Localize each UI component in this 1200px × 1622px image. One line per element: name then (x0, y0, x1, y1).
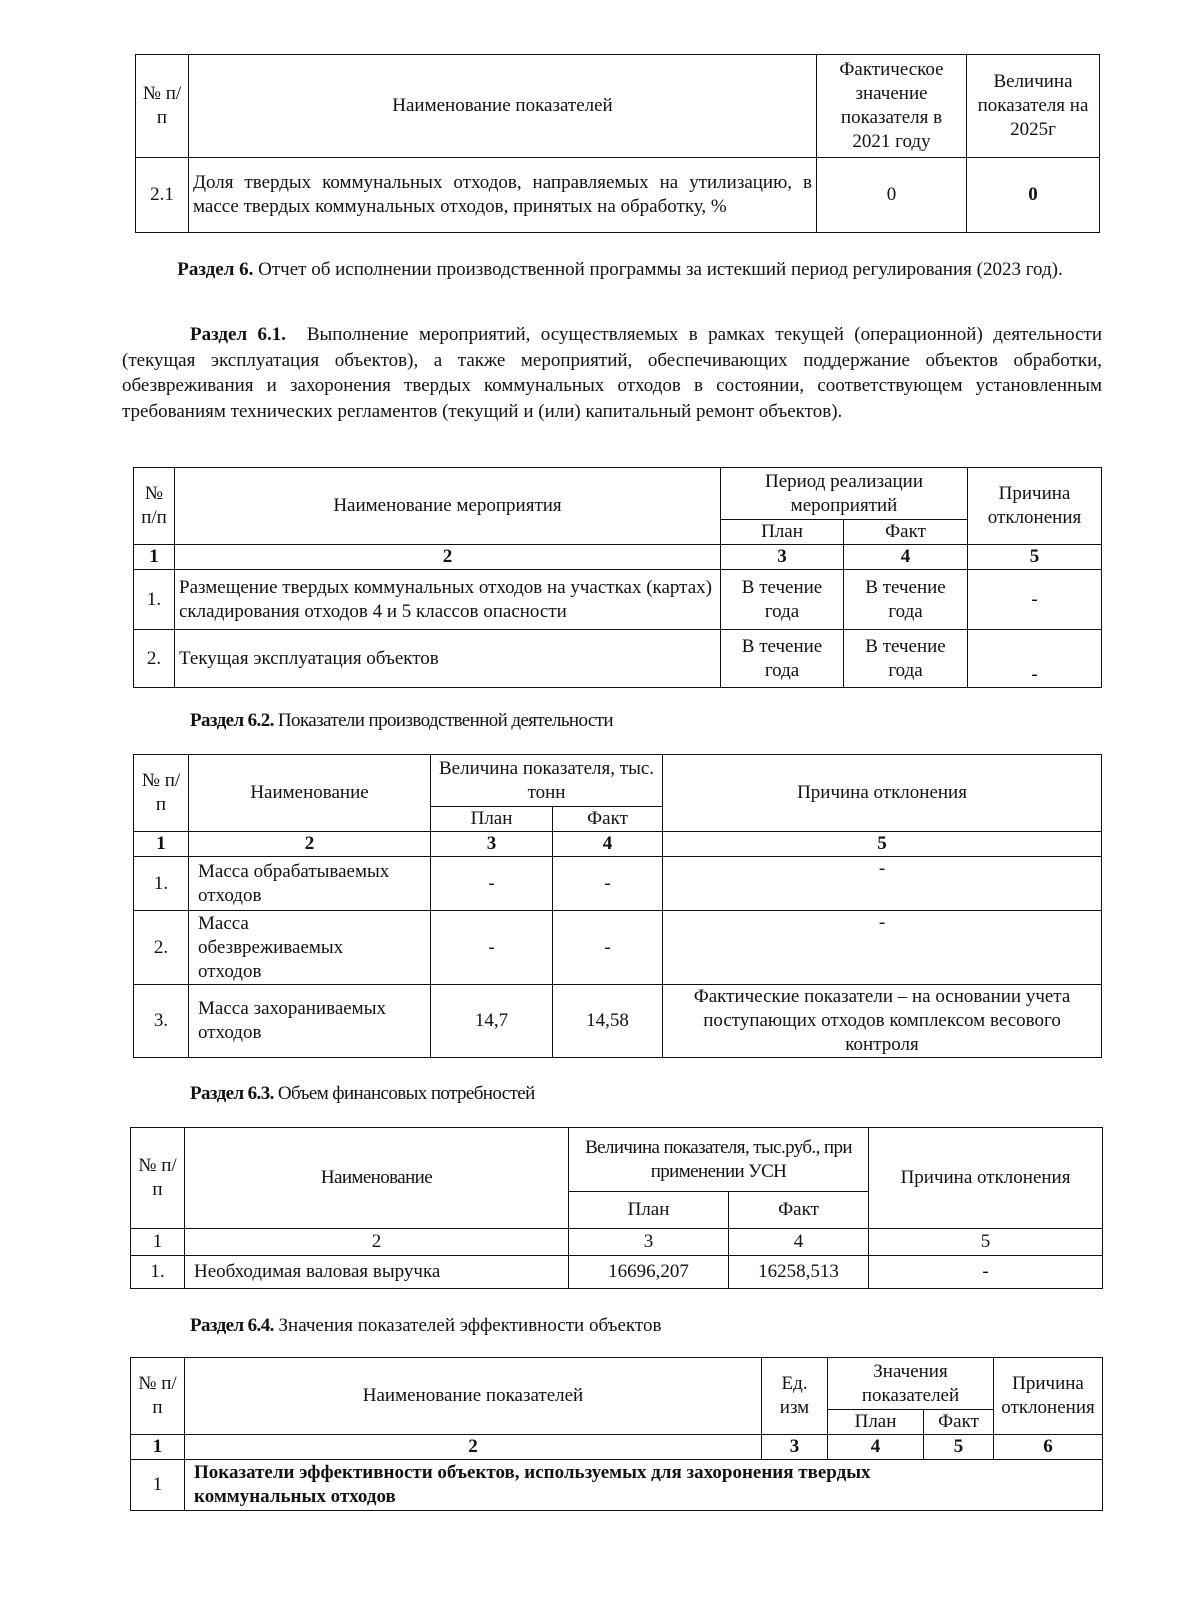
row-fact: В течение года (844, 630, 968, 688)
financial-table (130, 1127, 1103, 1289)
col-header-num: № п/п (131, 1128, 185, 1229)
col-header-fact-2021: Фактическое значение показателя в 2021 году (817, 55, 967, 158)
section-6-3-text: Объем финансовых потребностей (277, 1083, 535, 1104)
col-header-value: Величина показателя, тыс.руб., при применении УСН (569, 1128, 869, 1192)
index-cell: 1 (131, 1435, 185, 1460)
index-cell: 2 (189, 832, 431, 857)
col-header-fact: Факт (924, 1410, 994, 1435)
col-header-name: Наименование (185, 1128, 569, 1229)
col-header-activity: Наименование мероприятия (175, 468, 721, 545)
col-header-num: № п/п (134, 755, 189, 832)
table-row (134, 570, 1102, 630)
row-num: 1 (131, 1460, 185, 1511)
row-name: Масса захораниваемых отходов (189, 985, 431, 1058)
row-name: Необходимая валовая выручка (185, 1256, 569, 1289)
col-header-name: Наименование (189, 755, 431, 832)
row-num: 3. (134, 985, 189, 1058)
col-header-name: Наименование показателей (185, 1358, 762, 1435)
row-activity: Размещение твердых коммунальных отходов на участках (картах) складирования отходов 4 и 5 классов опасности (175, 570, 721, 630)
table-row (131, 1460, 1103, 1511)
row-fact: В течение года (844, 570, 968, 630)
index-cell: 5 (869, 1229, 1103, 1256)
col-header-plan: План (431, 807, 553, 832)
index-cell: 4 (844, 545, 968, 570)
row-plan: 14,7 (431, 985, 553, 1058)
col-header-values: Значения показателей (828, 1358, 994, 1410)
row-name: Показатели эффективности объектов, используемых для захоронения твердых коммунальных отходов (185, 1460, 1103, 1511)
row-plan: В течение года (721, 630, 844, 688)
row-fact: 16258,513 (729, 1256, 869, 1289)
activities-table (133, 467, 1102, 688)
col-header-num: № п/п (134, 468, 175, 545)
table-row (134, 857, 1102, 911)
row-fact: - (553, 911, 663, 985)
index-cell: 3 (569, 1229, 729, 1256)
index-cell: 1 (134, 832, 189, 857)
row-reason: - (663, 911, 1102, 985)
row-reason: - (968, 570, 1102, 630)
col-header-reason: Причина отклонения (869, 1128, 1103, 1229)
section-6-4-heading (190, 1315, 661, 1337)
section-6-label: Раздел 6. (177, 259, 254, 280)
section-6-4-text: Значения показателей эффективности объектов (278, 1315, 662, 1336)
section-6-3-label: Раздел 6.3. (190, 1083, 274, 1104)
section-6-2-heading (190, 710, 613, 732)
col-header-name: Наименование показателей (189, 55, 817, 158)
section-6-1-paragraph (122, 322, 1102, 424)
col-header-num: № п/п (131, 1358, 185, 1435)
col-header-fact: Факт (553, 807, 663, 832)
index-cell: 2 (175, 545, 721, 570)
col-header-reason: Причина отклонения (663, 755, 1102, 832)
section-6-heading (160, 257, 1080, 283)
index-cell: 5 (968, 545, 1102, 570)
row-num: 1. (134, 570, 175, 630)
row-num: 2.1 (136, 158, 189, 233)
row-reason: - (869, 1256, 1103, 1289)
col-header-fact: Факт (844, 520, 968, 545)
index-cell: 4 (553, 832, 663, 857)
row-reason: - (968, 630, 1102, 688)
row-name: Доля твердых коммунальных отходов, направляемых на утилизацию, в массе твердых коммунальных отходов, принятых на обработку, % (189, 158, 817, 233)
col-header-unit: Ед. изм (762, 1358, 828, 1435)
index-cell: 2 (185, 1229, 569, 1256)
row-fact: - (553, 857, 663, 911)
index-cell: 1 (131, 1229, 185, 1256)
col-header-plan: План (828, 1410, 924, 1435)
col-header-plan: План (569, 1192, 729, 1229)
production-table (133, 754, 1102, 1058)
table-row (131, 1256, 1103, 1289)
index-cell: 6 (994, 1435, 1103, 1460)
section-6-1-text: Выполнение мероприятий, осуществляемых в рамках текущей (операционной) деятельности (текущая эксплуатация объектов), а также мероприятий, обеспечивающих поддержание объектов обработки, обезвреживания и захоронения твердых коммунальных отходов в состоянии, соответствующем установленным требованиям технических регламентов (текущий и (или) капитальный ремонт объектов). (122, 324, 1102, 422)
row-reason: - (663, 857, 1102, 911)
row-fact: 14,58 (553, 985, 663, 1058)
row-num: 1. (131, 1256, 185, 1289)
index-cell: 5 (663, 832, 1102, 857)
section-6-1-label: Раздел 6.1. (190, 324, 287, 345)
index-cell: 3 (431, 832, 553, 857)
row-plan: В течение года (721, 570, 844, 630)
index-cell: 1 (134, 545, 175, 570)
col-header-fact: Факт (729, 1192, 869, 1229)
row-num: 2. (134, 911, 189, 985)
index-cell: 3 (762, 1435, 828, 1460)
row-num: 1. (134, 857, 189, 911)
row-plan: 16696,207 (569, 1256, 729, 1289)
row-fact: 0 (817, 158, 967, 233)
section-6-text: Отчет об исполнении производственной программы за истекший период регулирования (2023 год). (258, 259, 1063, 280)
section-6-4-label: Раздел 6.4. (190, 1315, 274, 1336)
row-name: Масса обрабатываемых отходов (189, 857, 431, 911)
index-cell: 2 (185, 1435, 762, 1460)
row-target: 0 (967, 158, 1100, 233)
indicator-table (135, 54, 1100, 233)
row-activity: Текущая эксплуатация объектов (175, 630, 721, 688)
row-name: Масса обезвреживаемых отходов (189, 911, 431, 985)
section-6-3-heading (190, 1083, 535, 1105)
row-plan: - (431, 911, 553, 985)
col-header-period: Период реализации мероприятий (721, 468, 968, 520)
section-6-2-label: Раздел 6.2. (190, 710, 274, 731)
table-row (134, 985, 1102, 1058)
row-reason: Фактические показатели – на основании учета поступающих отходов комплексом весового контроля (663, 985, 1102, 1058)
index-cell: 4 (828, 1435, 924, 1460)
col-header-target-2025: Величина показателя на 2025г (967, 55, 1100, 158)
col-header-num: № п/п (136, 55, 189, 158)
table-row (134, 911, 1102, 985)
col-header-reason: Причина отклонения (994, 1358, 1103, 1435)
index-cell: 4 (729, 1229, 869, 1256)
col-header-value: Величина показателя, тыс. тонн (431, 755, 663, 807)
col-header-plan: План (721, 520, 844, 545)
section-6-2-text: Показатели производственной деятельности (277, 710, 613, 731)
index-cell: 3 (721, 545, 844, 570)
table-row (134, 630, 1102, 688)
col-header-reason: Причина отклонения (968, 468, 1102, 545)
row-plan: - (431, 857, 553, 911)
row-num: 2. (134, 630, 175, 688)
efficiency-table (130, 1357, 1103, 1511)
index-cell: 5 (924, 1435, 994, 1460)
